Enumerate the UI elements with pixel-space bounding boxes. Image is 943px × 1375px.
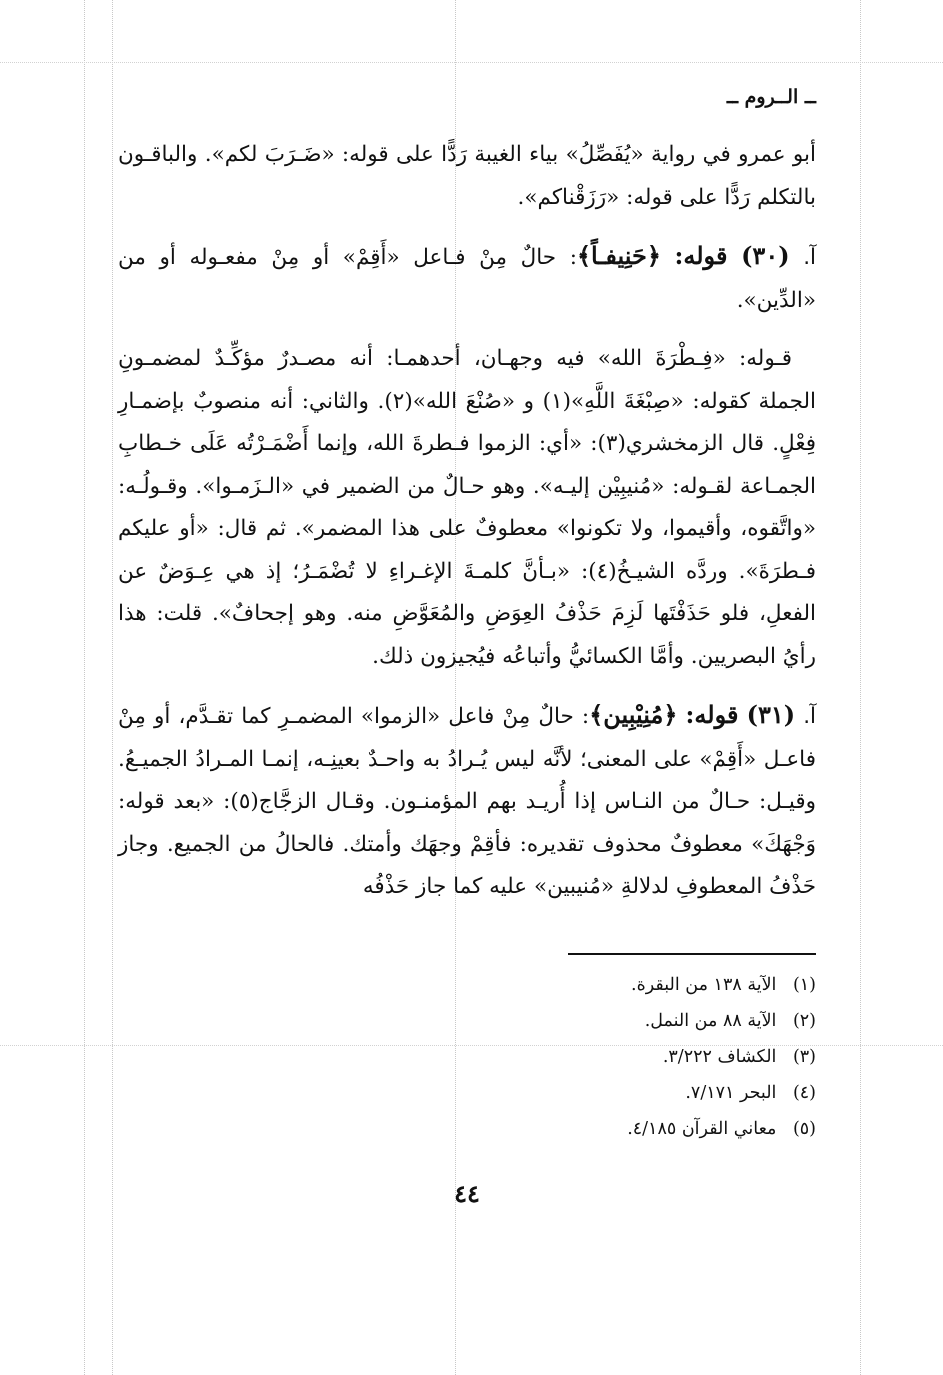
footnote-number: (٣) (792, 1046, 816, 1067)
margin-guide (860, 0, 861, 1375)
quran-term: ﴿حَنِيفـاً﴾ (576, 241, 661, 270)
verse-number: (٣٠) (741, 241, 790, 270)
margin-guide (0, 62, 943, 63)
footnote-number: (٢) (792, 1010, 816, 1031)
footnote-text: البحر ٧/١٧١. (685, 1082, 777, 1103)
footnote-item (118, 967, 816, 1003)
margin-guide (84, 0, 85, 1375)
verse-number: (٣١) (746, 700, 796, 729)
footnote-number: (٤) (792, 1082, 816, 1103)
verse-commentary-31 (118, 694, 816, 909)
margin-guide (112, 0, 113, 1375)
quran-term: ﴿مُنِيْبِين﴾ (589, 700, 678, 729)
commentary-text: : حالٌ مِنْ فـاعل «أَقِمْ» أو مِنْ مفعـوله أو من «الدِّين». (118, 245, 816, 313)
footnote-item (118, 1003, 816, 1039)
document-page (118, 78, 816, 1208)
footnote-text: الكشاف ٣/٢٢٢. (662, 1046, 777, 1067)
footnotes (118, 967, 816, 1147)
paragraph-intro: أبو عمرو في رواية «يُفَصِّلُ» بياء الغيبة رَدًّا على قوله: «ضَـرَبَ لكم». والباقـون بالتكلم رَدًّا على قوله: «رَزَقْناكم». (118, 142, 816, 210)
footnote-item (118, 1039, 816, 1075)
qawluh-label: قوله: (674, 241, 728, 270)
footnote-number: (١) (792, 974, 816, 995)
footnote-item (118, 1111, 816, 1147)
footnote-text: الآية ٨٨ من النمل. (644, 1010, 777, 1031)
page-number: ٤٤ (454, 1178, 480, 1208)
footnote-text: الآية ١٣٨ من البقرة. (631, 974, 777, 995)
verse-ref: آ. (803, 704, 817, 729)
paragraph-fitrah: قـوله: «فِـطْرَةَ الله» فيه وجهـان، أحدهمـا: أنه مصـدرٌ مؤكِّـدٌ لمضمـونِ الجملة كقوله: «صِبْغَةَ اللَّهِ»(١) و «صُنْعَ الله»(٢). والثاني: أنه منصوبٌ بإضمـارِ فِعْلٍ. قال الزمخشري(٣): «أي: الزموا فـطرةَ الله، وإنما أَضْمَـرْتُه عَلَى خـطابِ الجمـاعة لقـوله: «مُنيبِيْن إليـه». وهو حـالٌ من الضمير في «الـزَمـوا». وقـولُـه: «واتَّقوه، وأقيموا، ولا تكونوا» معطوفٌ على هذا المضمر». ثم قال: «أو عليكم فـطرَةَ». وردَّه الشيـخُ(٤): «بـأنَّ كلمـةَ الإغـراءِ لا تُضْمَـرُ؛ إذ هي عِـوَضٌ عن الفعلِ، فلو حَذَفْتَها لَزِمَ حَذْفُ العِوَضِ والمُعَوَّضِ منه. وهو إجحافٌ». قلت: هذا رأيُ البصريين. وأمَّا الكسائيُّ وأتباعُه فيُجيزون ذلك. (118, 346, 817, 669)
verse-commentary-30 (118, 235, 816, 322)
commentary-text: : حالٌ مِنْ فاعل «الزموا» المضمـرِ كما تقـدَّم، أو مِنْ فاعـل «أَقِمْ» على المعنى؛ لأنَّه ليس يُـرادُ به واحـدٌ بعينِـه، إنمـا المـرادُ الجميـعُ. وقيـل: حـالٌ من النـاس إذا أُريـد بهم المؤمنـون. وقـال الزجَّاج(٥): «بعد قوله: وَجْهَكَ» معطوفٌ محذوف تقديره: فأقِمْ وجهَك وأمتك. فالحالُ من الجميع. وجاز حَذْفُ المعطوفِ لدلالةِ «مُنيبين» عليه كما جاز حَذْفُه (118, 704, 816, 899)
footnote-separator (568, 953, 816, 955)
footnote-text: معاني القرآن ٤/١٨٥. (627, 1118, 777, 1139)
running-header: ــ الــروم ــ (726, 86, 816, 108)
verse-ref: آ. (803, 245, 816, 270)
qawluh-label: قوله: (685, 700, 739, 729)
footnote-number: (٥) (792, 1118, 816, 1139)
footnote-item (118, 1075, 816, 1111)
